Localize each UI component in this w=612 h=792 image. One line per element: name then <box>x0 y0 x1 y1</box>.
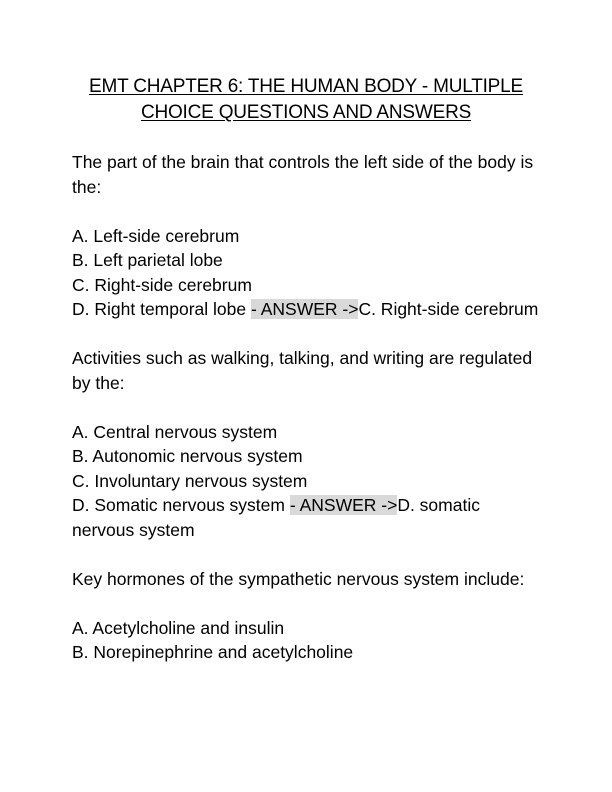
answer-option: B. Norepinephrine and acetylcholine <box>72 642 354 662</box>
document-title <box>60 74 552 126</box>
title-line-1: EMT CHAPTER 6: THE HUMAN BODY - MULTIPLE <box>88 76 523 97</box>
answer-option-with-answer <box>72 297 542 322</box>
question-block <box>72 150 542 322</box>
question-stem: Key hormones of the sympathetic nervous system include: <box>72 568 525 589</box>
answer-option: D. Right temporal lobe <box>72 299 251 319</box>
answer-option: C. Right-side cerebrum <box>72 274 252 295</box>
title-line-2: CHOICE QUESTIONS AND ANSWERS <box>140 102 472 123</box>
answer-option: B. Left parietal lobe <box>72 250 223 270</box>
answer-option: A. Left-side cerebrum <box>72 225 240 246</box>
answer-option: D. Somatic nervous system <box>72 495 290 515</box>
answer-marker: - ANSWER -> <box>289 495 398 515</box>
answer-marker: - ANSWER -> <box>250 299 359 319</box>
question-stem: Activities such as walking, talking, and writing are regulated by the: <box>72 348 533 393</box>
answer-text: C. Right-side cerebrum <box>358 299 539 319</box>
answer-text: D. somatic nervous system <box>72 495 480 540</box>
answer-option-with-answer <box>72 493 542 542</box>
question-block <box>72 567 542 665</box>
answer-option: A. Central nervous system <box>72 421 278 442</box>
question-block <box>72 346 542 542</box>
question-list <box>72 150 542 665</box>
answer-option: B. Autonomic nervous system <box>72 446 303 466</box>
answer-option: C. Involuntary nervous system <box>72 470 308 491</box>
answer-option: A. Acetylcholine and insulin <box>72 617 285 638</box>
question-stem: The part of the brain that controls the left side of the body is the: <box>72 152 534 197</box>
